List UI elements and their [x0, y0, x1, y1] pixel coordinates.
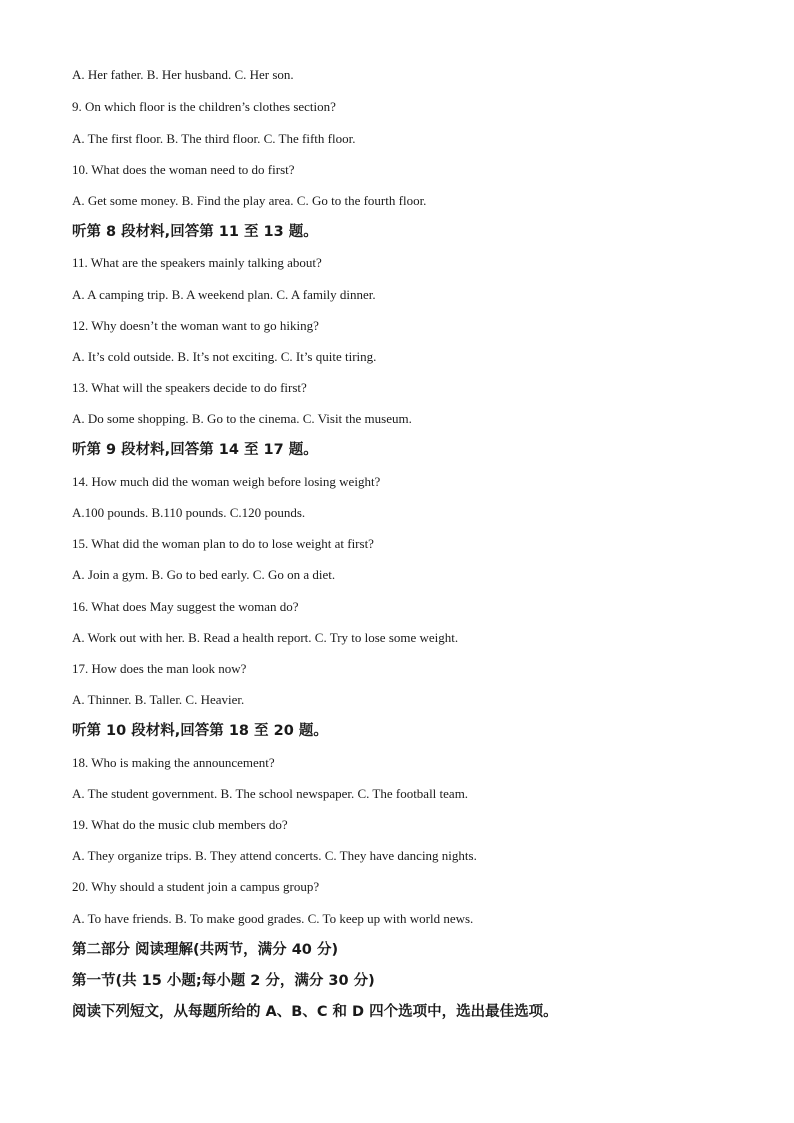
- question-13: 13. What will the speakers decide to do first?: [72, 380, 307, 395]
- answer-options-15: A. Join a gym. B. Go to bed early. C. Go on a diet.: [72, 567, 336, 582]
- section-one-heading: 第一节(共 15 小题;每小题 2 分，满分 30 分): [72, 973, 375, 989]
- part-two-heading: 第二部分 阅读理解(共两节，满分 40 分): [72, 942, 339, 958]
- section-heading-passage-9: 听第 9 段材料,回答第 14 至 17 题。: [72, 442, 318, 458]
- answer-options-19: A. They organize trips. B. They attend concerts. C. They have dancing nights.: [72, 848, 477, 863]
- question-17: 17. How does the man look now?: [72, 661, 247, 676]
- answer-options-16: A. Work out with her. B. Read a health report. C. Try to lose some weight.: [72, 630, 459, 645]
- answer-options-14: A.100 pounds. B.110 pounds. C.120 pounds.: [72, 505, 306, 520]
- answer-options-17: A. Thinner. B. Taller. C. Heavier.: [72, 692, 245, 707]
- answer-options-12: A. It’s cold outside. B. It’s not exciting. C. It’s quite tiring.: [72, 349, 377, 364]
- section-heading-passage-8: 听第 8 段材料,回答第 11 至 13 题。: [72, 224, 318, 240]
- reading-instructions: 阅读下列短文，从每题所给的 A、B、C 和 D 四个选项中，选出最佳选项。: [72, 1004, 558, 1020]
- question-10: 10. What does the woman need to do first?: [72, 162, 295, 177]
- answer-options-8: A. Her father. B. Her husband. C. Her son.: [72, 67, 294, 82]
- answer-options-20: A. To have friends. B. To make good grades. C. To keep up with world news.: [72, 911, 474, 926]
- question-19: 19. What do the music club members do?: [72, 817, 288, 832]
- question-14: 14. How much did the woman weigh before losing weight?: [72, 474, 381, 489]
- section-heading-passage-10: 听第 10 段材料,回答第 18 至 20 题。: [72, 723, 328, 739]
- answer-options-13: A. Do some shopping. B. Go to the cinema. C. Visit the museum.: [72, 411, 412, 426]
- answer-options-18: A. The student government. B. The school newspaper. C. The football team.: [72, 786, 469, 801]
- question-18: 18. Who is making the announcement?: [72, 755, 275, 770]
- answer-options-10: A. Get some money. B. Find the play area. C. Go to the fourth floor.: [72, 193, 427, 208]
- answer-options-11: A. A camping trip. B. A weekend plan. C. A family dinner.: [72, 287, 376, 302]
- answer-options-9: A. The first floor. B. The third floor. C. The fifth floor.: [72, 131, 356, 146]
- question-20: 20. Why should a student join a campus group?: [72, 879, 320, 894]
- question-11: 11. What are the speakers mainly talking about?: [72, 255, 322, 270]
- question-9: 9. On which floor is the children’s clothes section?: [72, 99, 336, 114]
- question-15: 15. What did the woman plan to do to lose weight at first?: [72, 536, 374, 551]
- question-16: 16. What does May suggest the woman do?: [72, 599, 299, 614]
- question-12: 12. Why doesn’t the woman want to go hiking?: [72, 318, 319, 333]
